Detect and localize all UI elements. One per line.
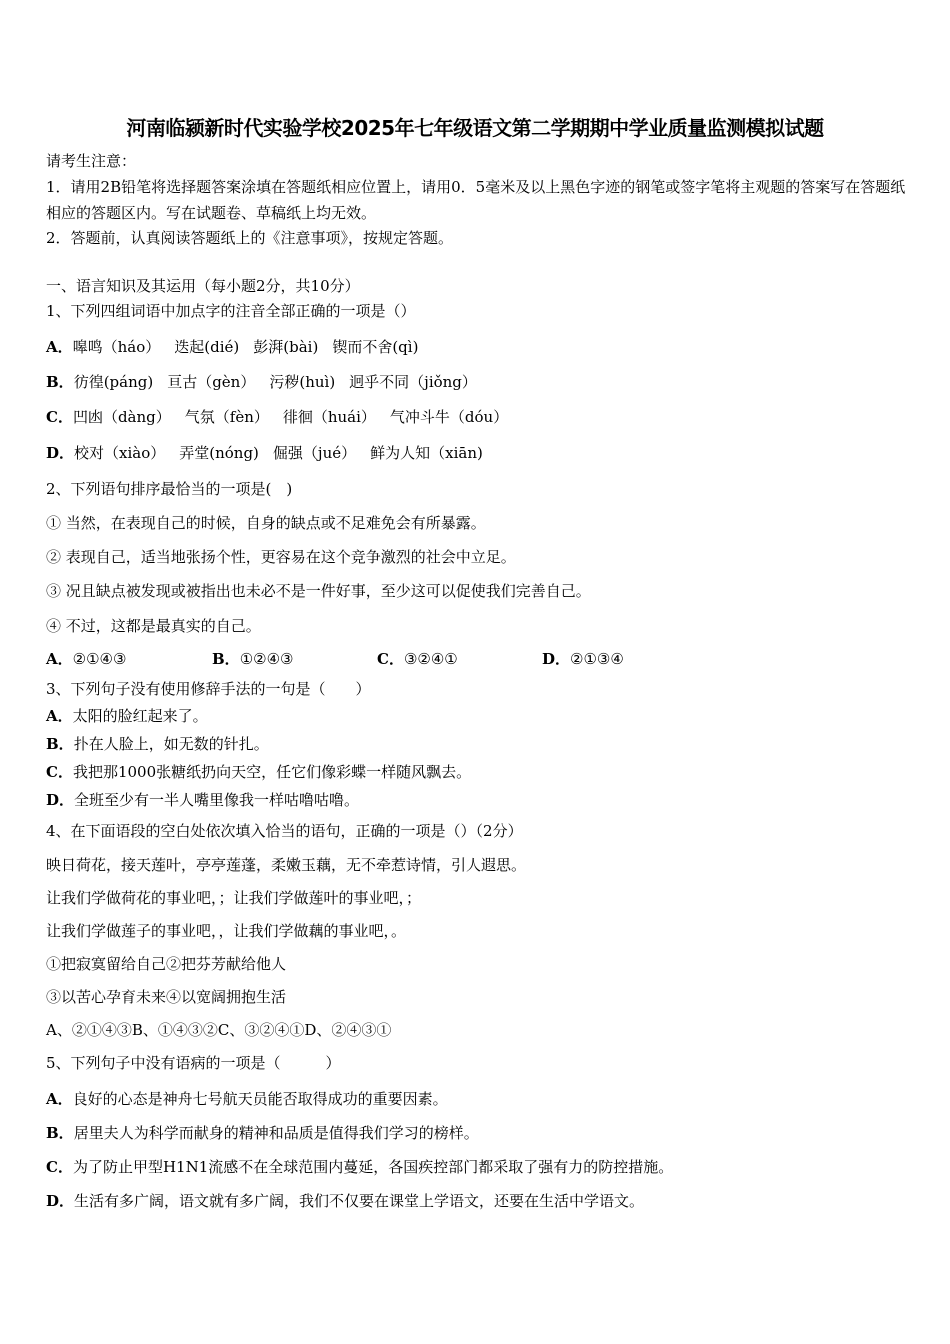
option-text: 全班至少有一半人嘴里像我一样咕噜咕噜。 [74, 791, 360, 809]
option-text: 生活有多广阔，语文就有多广阔，我们不仅要在课堂上学语文，还要在生活中学语文。 [74, 1192, 645, 1210]
option-label: D． [46, 444, 75, 462]
option-letter: D． [46, 791, 75, 809]
option-text: ②①④③ [72, 650, 127, 668]
option-letter: A． [46, 1090, 73, 1108]
option-label: C． [46, 408, 73, 426]
notice-item-2: 2．答题前，认真阅读答题纸上的《注意事项》，按规定答题。 [46, 229, 454, 247]
word: 锲而不舍(qì) [332, 338, 419, 356]
option-label: A． [46, 338, 73, 356]
option-text: ②①③④ [570, 650, 624, 668]
q2-sentence-2: ② 表现自己，适当地张扬个性，更容易在这个竞争激烈的社会中立足。 [46, 548, 516, 566]
word: 弄堂(nóng) [179, 444, 259, 462]
q4-passage-2: 让我们学做荷花的事业吧，；让我们学做莲叶的事业吧，； [46, 889, 422, 907]
word: 迥乎不同（jiǒng） [349, 373, 477, 391]
word: 亘古（gèn） [167, 373, 256, 391]
q3-option-c [46, 762, 471, 782]
option-letter: C． [46, 1158, 73, 1176]
q5-option-c [46, 1157, 673, 1177]
q3-stem: 3、下列句子没有使用修辞手法的一句是（ ） [46, 680, 371, 698]
q3-option-d [46, 790, 359, 810]
notice-heading: 请考生注意： [46, 152, 137, 170]
q4-choice-1: ①把寂寞留给自己②把芬芳献给他人 [46, 955, 287, 973]
word: 徘徊（huái） [282, 408, 376, 426]
option-letter: D． [542, 650, 571, 668]
option-letter: C． [377, 650, 404, 668]
q4-passage-3: 让我们学做莲子的事业吧，，让我们学做藕的事业吧，。 [46, 922, 407, 940]
q2-option-d [542, 649, 624, 669]
q1-option-c [46, 407, 508, 427]
option-text: 良好的心态是神舟七号航天员能否取得成功的重要因素。 [72, 1090, 448, 1108]
word: 气冲斗牛（dóu） [389, 408, 509, 426]
q2-sentence-1: ① 当然，在表现自己的时候，自身的缺点或不足难免会有所暴露。 [46, 514, 486, 532]
option-letter: B． [46, 735, 74, 753]
word: 鲜为人知（xiān) [370, 444, 483, 462]
section-heading: 一、语言知识及其运用（每小题2分，共10分） [46, 277, 360, 295]
option-text: 居里夫人为科学而献身的精神和品质是值得我们学习的榜样。 [73, 1124, 479, 1142]
q2-option-b [212, 649, 293, 669]
q1-option-d [46, 443, 483, 463]
option-text: 为了防止甲型H1N1流感不在全球范围内蔓延，各国疾控部门都采取了强有力的防控措施。 [72, 1158, 674, 1176]
word: 气氛（fèn） [184, 408, 269, 426]
q5-option-d [46, 1191, 644, 1211]
q1-stem: 1、下列四组词语中加点字的注音全部正确的一项是（） [46, 302, 416, 320]
option-text: ③②④① [403, 650, 458, 668]
word: 嗥鸣（háo） [72, 338, 161, 356]
option-letter: A． [46, 650, 73, 668]
word: 迭起(dié) [174, 338, 240, 356]
option-text: 我把那1000张糖纸扔向天空，任它们像彩蝶一样随风飘去。 [72, 763, 472, 781]
word: 彭湃(bài) [253, 338, 319, 356]
q2-option-c [377, 649, 458, 669]
page-title: 河南临颍新时代实验学校2025年七年级语文第二学期期中学业质量监测模拟试题 [126, 116, 824, 140]
q2-stem: 2、下列语句排序最恰当的一项是( ) [46, 480, 293, 498]
word: 彷徨(páng) [73, 373, 154, 391]
q3-option-b [46, 734, 269, 754]
word: 校对（xiào） [74, 444, 166, 462]
word: 污秽(huì) [269, 373, 336, 391]
q4-passage-1: 映日荷花，接天莲叶，亭亭莲蓬，柔嫩玉藕，无不牵惹诗情，引人遐思。 [46, 856, 527, 874]
q1-option-b [46, 372, 477, 392]
option-letter: B． [212, 650, 240, 668]
option-letter: D． [46, 1192, 75, 1210]
q2-option-a [46, 649, 126, 669]
q4-stem: 4、在下面语段的空白处依次填入恰当的语句，正确的一项是（）（2分） [46, 822, 523, 840]
q4-options: A、②①④③B、①④③②C、③②④①D、②④③① [46, 1021, 392, 1039]
q4-choice-2: ③以苦心孕育未来④以宽阔拥抱生活 [46, 988, 287, 1006]
q1-option-a [46, 337, 418, 357]
q2-sentence-3: ③ 况且缺点被发现或被指出也未必不是一件好事，至少这可以促使我们完善自己。 [46, 582, 591, 600]
notice-item-1: 1．请用2B铅笔将选择题答案涂填在答题纸相应位置上，请用0．5毫米及以上黑色字迹的钢笔或签字笔将主观题的答案写在答题纸相应的答题区内。写在试题卷、草稿纸上均无效。 [46, 178, 906, 222]
q3-option-a [46, 706, 208, 726]
option-text: ①②④③ [239, 650, 294, 668]
option-text: 扑在人脸上，如无数的针扎。 [73, 735, 269, 753]
word: 倔强（jué） [272, 444, 357, 462]
option-letter: A． [46, 707, 73, 725]
option-letter: C． [46, 763, 73, 781]
q2-sentence-4: ④ 不过，这都是最真实的自己。 [46, 617, 261, 635]
q5-stem: 5、下列句子中没有语病的一项是（ ） [46, 1054, 341, 1072]
word: 凹凼（dàng） [72, 408, 171, 426]
option-letter: B． [46, 1124, 74, 1142]
q5-option-b [46, 1123, 479, 1143]
option-text: 太阳的脸红起来了。 [72, 707, 208, 725]
q5-option-a [46, 1089, 448, 1109]
option-label: B． [46, 373, 74, 391]
